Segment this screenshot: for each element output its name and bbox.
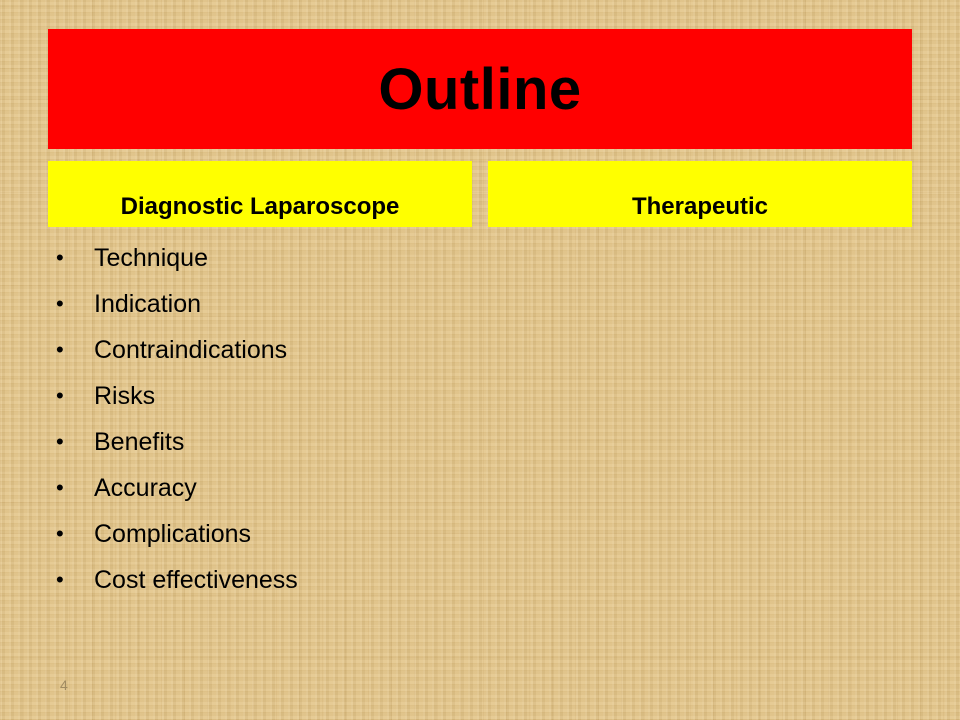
list-item-label: Complications [94, 519, 252, 548]
bullet-icon: • [56, 383, 64, 408]
bullet-icon: • [56, 291, 64, 316]
list-item [56, 511, 298, 557]
list-item-label: Benefits [94, 427, 185, 456]
title-bar [48, 29, 912, 149]
slide-title: Outline [378, 56, 582, 122]
slide-page-number: 4 [60, 677, 68, 693]
bullet-icon: • [56, 475, 64, 500]
bullet-icon: • [56, 337, 64, 362]
list-item [56, 419, 298, 465]
list-item-label: Technique [94, 243, 208, 272]
list-item [56, 557, 298, 603]
list-item-label: Contraindications [94, 335, 288, 364]
list-item [56, 465, 298, 511]
list-item-label: Risks [94, 381, 156, 410]
bullet-list [56, 235, 298, 603]
list-item-label: Cost effectiveness [94, 565, 298, 594]
list-item [56, 235, 298, 281]
bullet-icon: • [56, 429, 64, 454]
list-item-label: Accuracy [94, 473, 197, 502]
list-item [56, 281, 298, 327]
column-header-label: Diagnostic Laparoscope [120, 193, 400, 220]
bullet-icon: • [56, 521, 64, 546]
bullet-icon: • [56, 567, 64, 592]
column-header-label: Therapeutic [631, 193, 769, 220]
list-item [56, 327, 298, 373]
column-header-diagnostic [48, 161, 472, 227]
list-item [56, 373, 298, 419]
bullet-icon: • [56, 245, 64, 270]
list-item-label: Indication [94, 289, 202, 318]
column-header-therapeutic [488, 161, 912, 227]
